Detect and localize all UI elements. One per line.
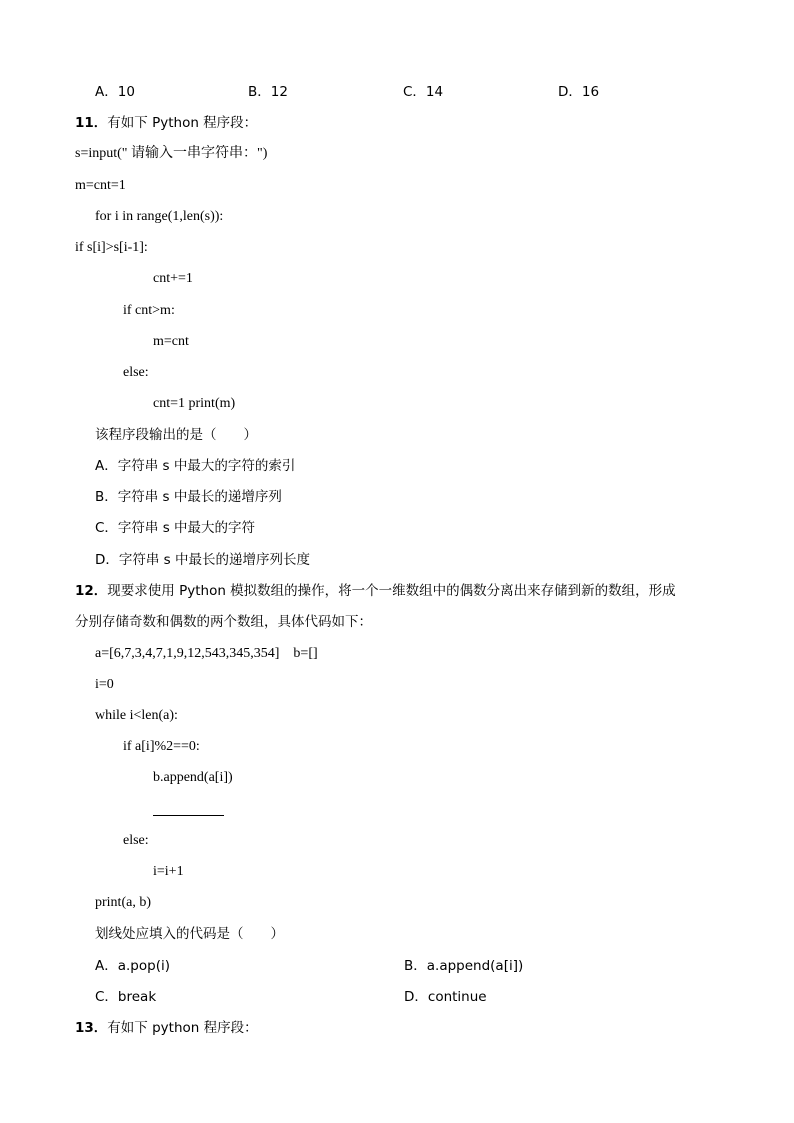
q12-option-c: C．break xyxy=(95,989,157,1005)
q13-number: 13． xyxy=(75,1020,108,1036)
q10-option-d: D．16 xyxy=(558,84,600,100)
q12-question: 划线处应填入的代码是（ ） xyxy=(95,926,284,942)
q12-option-a: A．a.pop(i) xyxy=(95,958,170,974)
q11-heading xyxy=(75,115,257,131)
q11-code-line: cnt=1 print(m) xyxy=(153,396,236,411)
q12-code-line: a=[6,7,3,4,7,1,9,12,543,345,354] b=[] xyxy=(95,646,318,661)
q11-code-line: if s[i]>s[i-1]: xyxy=(75,240,148,255)
q10-option-b: B．12 xyxy=(248,84,288,100)
q12-code-line: i=0 xyxy=(95,677,114,692)
q11-question: 该程序段输出的是（ ） xyxy=(95,427,257,443)
q11-option-b: B．字符串 s 中最长的递增序列 xyxy=(95,489,282,505)
q11-code-line: cnt+=1 xyxy=(153,271,193,286)
answer-blank-line xyxy=(153,815,224,816)
q11-code-line: m=cnt=1 xyxy=(75,178,126,193)
q12-code-line: i=i+1 xyxy=(153,864,184,879)
q11-option-a: A．字符串 s 中最大的字符的索引 xyxy=(95,458,296,474)
q12-code-line: b.append(a[i]) xyxy=(153,770,233,785)
q12-code-line: print(a, b) xyxy=(95,895,151,910)
q11-option-c: C．字符串 s 中最大的字符 xyxy=(95,520,256,536)
q11-code-line: for i in range(1,len(s)): xyxy=(95,209,224,224)
q12-option-d: D．continue xyxy=(404,989,487,1005)
q10-option-a: A．10 xyxy=(95,84,135,100)
q11-option-d: D．字符串 s 中最长的递增序列长度 xyxy=(95,552,311,568)
q11-code-line: s=input(" 请输入一串字符串：") xyxy=(75,146,268,161)
q11-code-line: if cnt>m: xyxy=(123,303,175,318)
q10-option-c: C．14 xyxy=(403,84,444,100)
q13-stem: 有如下 python 程序段： xyxy=(107,1020,258,1036)
q11-stem: 有如下 Python 程序段： xyxy=(107,115,258,131)
q12-stem-line1: 现要求使用 Python 模拟数组的操作，将一个一维数组中的偶数分离出来存储到新的数组，形成 xyxy=(107,583,676,599)
q12-code-line: if a[i]%2==0: xyxy=(123,739,200,754)
q12-heading xyxy=(75,583,676,599)
q11-code-line: else: xyxy=(123,365,149,380)
q12-option-b: B．a.append(a[i]) xyxy=(404,958,524,974)
q12-number: 12． xyxy=(75,583,108,599)
q12-stem-line2: 分别存储奇数和偶数的两个数组，具体代码如下： xyxy=(75,614,372,630)
q11-number: 11． xyxy=(75,115,108,131)
q11-code-line: m=cnt xyxy=(153,334,189,349)
q12-code-line: else: xyxy=(123,833,149,848)
q12-code-line: while i<len(a): xyxy=(95,708,178,723)
q13-heading xyxy=(75,1020,258,1036)
